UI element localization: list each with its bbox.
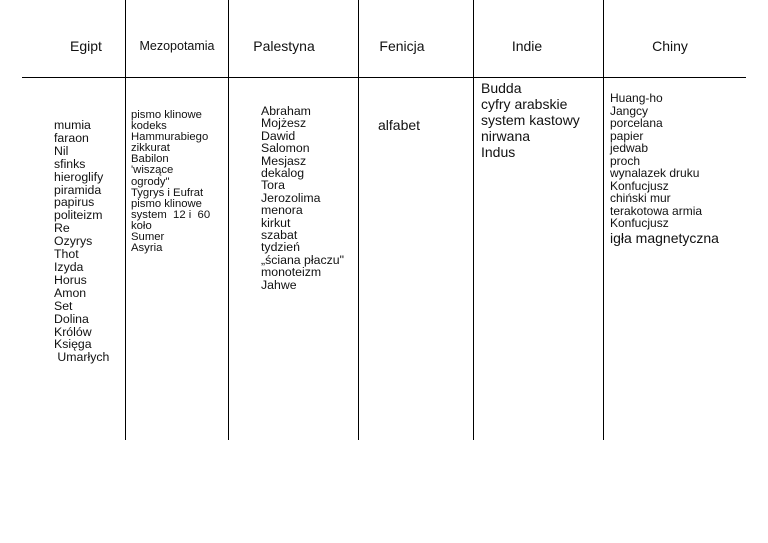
list-item: kirkut (261, 215, 291, 230)
list-item: cyfry arabskie (481, 96, 568, 112)
header-chiny: Chiny (652, 38, 688, 54)
column-fenicja (378, 118, 420, 132)
list-item: „ściana płaczu" (261, 252, 344, 267)
list-item: Horus (54, 272, 87, 287)
header-mezopotamia: Mezopotamia (139, 39, 215, 53)
list-item: Re (54, 221, 70, 236)
list-item: Tora (261, 178, 285, 193)
column-indie (481, 80, 580, 160)
list-item: Salomon (261, 141, 310, 156)
list-item: papirus (54, 195, 95, 210)
list-item: papier (610, 128, 644, 143)
column-egipt (54, 119, 109, 364)
list-item: pismo klinowe (131, 197, 202, 210)
list-item: Indus (481, 144, 516, 160)
list-item: porcelana (610, 116, 663, 130)
column-divider (473, 0, 474, 440)
header-indie: Indie (511, 38, 543, 54)
list-item: Set (54, 298, 73, 313)
list-item: Hammurabiego (131, 131, 209, 144)
list-item: zikkurat (131, 142, 170, 155)
list-item: Tygrys i Eufrat (131, 186, 204, 199)
list-item: Mojżesz (261, 116, 307, 131)
list-item: Ozyrys (54, 234, 93, 249)
column-mezopotamia (131, 110, 210, 254)
list-item: sfinks (54, 156, 86, 171)
list-item: Dawid (261, 128, 296, 143)
list-item: monoteizm (261, 265, 322, 280)
list-item: Mesjasz (261, 153, 307, 168)
list-item: dekalog (261, 166, 305, 181)
list-item: szabat (261, 228, 298, 243)
list-item: system 12 i 60 (131, 208, 211, 221)
list-item: piramida (54, 182, 102, 197)
column-divider (358, 0, 359, 440)
list-item: kodeks (131, 120, 167, 133)
list-item: Huang-ho (610, 91, 663, 105)
list-item: tydzień (261, 240, 300, 255)
list-item: Księga (54, 337, 92, 352)
list-item: politeizm (54, 208, 103, 223)
list-item: pismo klinowe (131, 109, 202, 121)
column-divider (125, 0, 126, 440)
list-item: mumia (54, 118, 91, 132)
list-item: Thot (54, 247, 79, 262)
list-item: chiński mur (610, 191, 671, 205)
list-item: Amon (54, 285, 87, 300)
list-item: Izyda (54, 259, 84, 274)
list-item: Asyria (131, 242, 163, 255)
list-item: proch (610, 153, 641, 168)
list-item: Jerozolima (261, 190, 321, 205)
list-item: Konfucjusz (610, 178, 669, 193)
list-item: Dolina (54, 311, 89, 326)
list-item: koło (131, 219, 152, 232)
list-item: Sumer (131, 231, 165, 244)
list-item: Babilon (131, 153, 169, 166)
list-item: alfabet (378, 117, 421, 133)
list-item: Nil (54, 143, 69, 158)
header-divider (22, 77, 746, 78)
list-item: wynalazek druku (610, 166, 700, 180)
column-chiny (610, 92, 719, 246)
list-item: hieroglify (54, 169, 104, 184)
list-item: Umarłych (54, 350, 110, 365)
header-egipt: Egipt (70, 38, 102, 54)
column-palestyna (261, 105, 344, 291)
list-item: Abraham (261, 104, 311, 118)
list-item: Budda (481, 80, 522, 96)
list-item: nirwana (481, 128, 531, 144)
list-item: menora (261, 203, 303, 218)
header-palestyna: Palestyna (253, 38, 315, 54)
list-item: faraon (54, 130, 89, 145)
list-item: jedwab (610, 141, 649, 155)
header-fenicja: Fenicja (379, 38, 425, 54)
column-divider (228, 0, 229, 440)
column-divider (603, 0, 604, 440)
list-item: Królów (54, 324, 92, 339)
list-item: igła magnetyczna (610, 229, 719, 246)
list-item: Konfucjusz (610, 216, 669, 230)
list-item: Jahwe (261, 277, 297, 292)
list-item: ogrody" (131, 175, 170, 188)
list-item: 'wiszące (131, 164, 174, 177)
list-item: terakotowa armia (610, 203, 703, 218)
list-item: system kastowy (481, 112, 580, 128)
list-item: Jangcy (610, 103, 649, 118)
